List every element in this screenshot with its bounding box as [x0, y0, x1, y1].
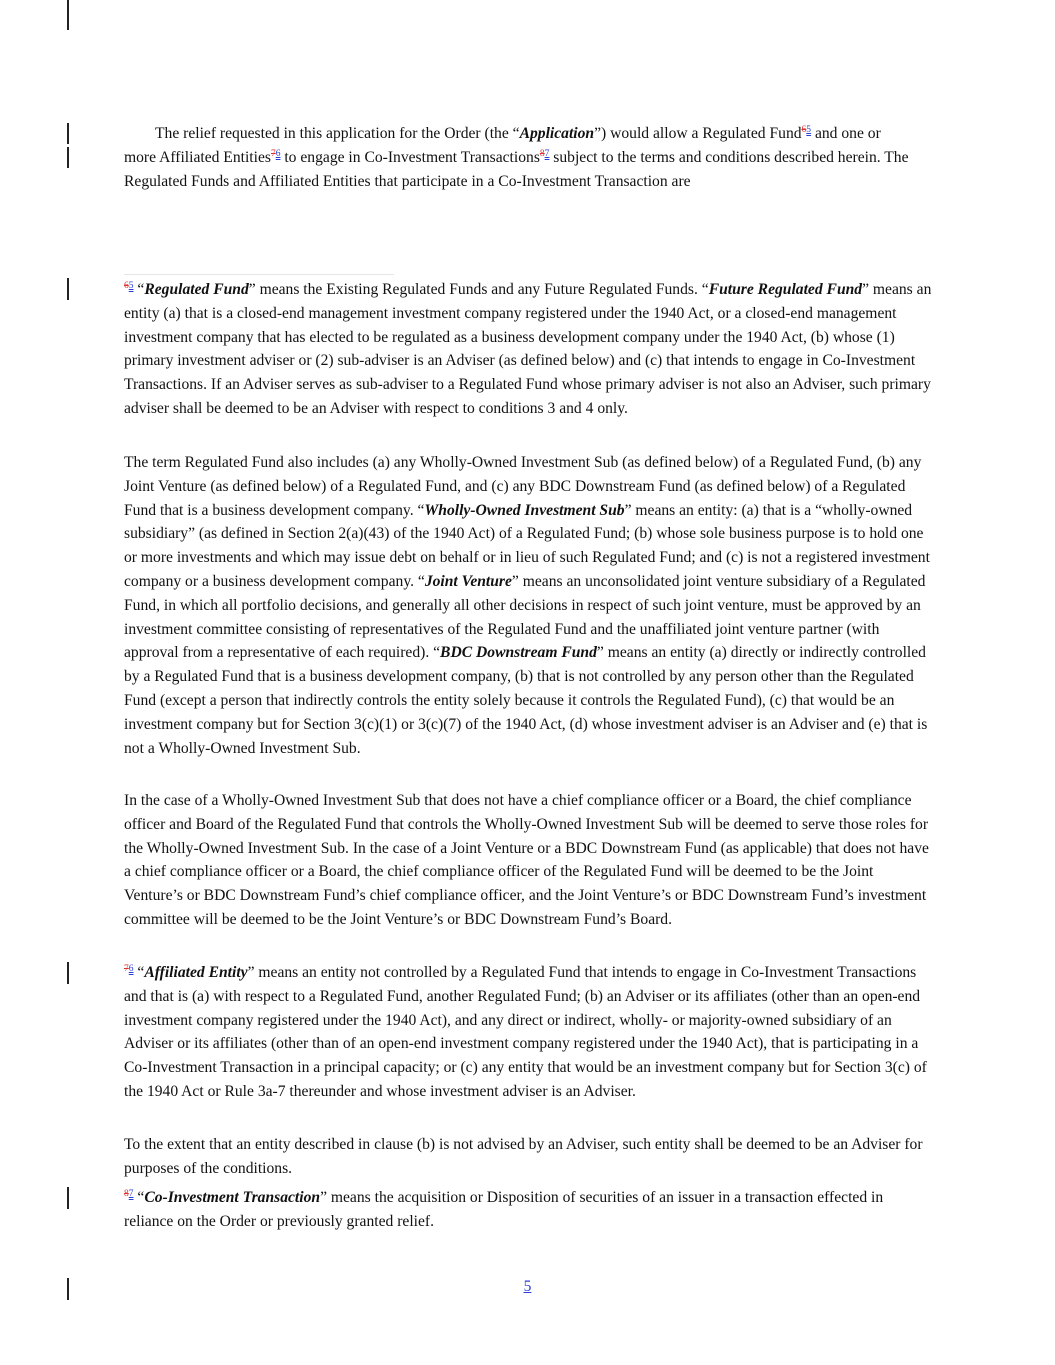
footnote-paragraph: In the case of a Wholly-Owned Investment Sub that does not have a chief compliance officer or a Board, the chief compliance officer and Board of the Regulated Fund that controls the Wholly-Owned Investment Sub will be deemed to serve those roles for the Wholly-Owned Investment Sub. In the case of a Joint Venture or a BDC Downstream Fund (as applicable) that does not have a chief compliance officer or a Board, the chief compliance officer of the Regulated Fund will be deemed to be the Joint Venture’s or BDC Downstream Fund’s chief compliance officer, and the Joint Venture’s or BDC Downstream Fund’s investment committee will be deemed to be the Joint Venture’s or BDC Downstream Fund’s Board. [124, 792, 929, 928]
change-bar [67, 1187, 69, 1209]
footnote-number: 87 [124, 1189, 134, 1199]
defined-term: Affiliated Entity [144, 964, 248, 981]
defined-term: Wholly-Owned Investment Sub [424, 501, 625, 519]
change-bar [67, 278, 69, 300]
footnote-reference[interactable]: 65 [801, 125, 812, 135]
body-paragraph: The relief requested in this application for the Order (the “Application”) would allow a Regulated Fund$^{65}$ and one or more Affiliated Entities$^{76}$ to engage in Co-Investment Transactions$^{87}$ subject to the terms and conditions described herein. The Regulated Funds and Affiliated Entities that participate in a Co-Investment Transaction are [124, 125, 909, 190]
change-bar [67, 123, 69, 144]
change-bar [67, 147, 69, 168]
defined-term: Future Regulated Fund [708, 281, 863, 298]
footnote-paragraph: The term Regulated Fund also includes (a) any Wholly-Owned Investment Sub (as defined below) of a Regulated Fund, (b) any Joint Venture (as defined below) of a Regulated Fund, and (c) any BDC Downstream Fund (as defined below) of a Regulated Fund that is a business development company. “Wholly-Owned Investment Sub” means an entity: (a) that is a “wholly-owned subsidiary” (as defined in Section 2(a)(43) of the 1940 Act) of a Regulated Fund; (b) whose sole business purpose is to hold one or more investments and which may issue debt on behalf or in lieu of such Regulated Fund; and (c) is not a registered investment company or a business development company. “Joint Venture” means an unconsolidated joint venture subsidiary of a Regulated Fund, in which all portfolio decisions, and generally all other decisions in respect of such joint venture, must be approved by an investment committee consisting of representatives of the Regulated Fund and the unaffiliated joint venture partner (with approval from a representative of each required). “BDC Downstream Fund” means an entity (a) directly or indirectly controlled by a Regulated Fund that is a business development company, (b) that is not controlled by any person other than the Regulated Fund (except a person that indirectly controls the entity solely because it controls the Regulated Fund), (c) that would be an investment company but for Section 3(c)(1) or 3(c)(7) of the 1940 Act, (d) whose investment adviser is an Adviser and (e) that is not a Wholly-Owned Investment Sub. [124, 454, 930, 757]
defined-term: BDC Downstream Fund [440, 644, 597, 662]
defined-term: Application [519, 125, 595, 142]
footnote-number: 65 [124, 281, 134, 291]
defined-term: Regulated Fund [144, 281, 249, 298]
footnote-reference[interactable]: 76 [270, 149, 281, 159]
defined-term: Co-Investment Transaction [144, 1189, 321, 1206]
footnote-co-investment-transaction: $^{87}$ “Co-Investment Transaction” means the acquisition or Disposition of securities of an issuer in a transaction effected in reliance on the Order or previously granted relief. [124, 1189, 884, 1230]
footnote-paragraph: To the extent that an entity described in clause (b) is not advised by an Adviser, such entity shall be deemed to be an Adviser for purposes of the conditions. [124, 1136, 923, 1177]
change-bar [67, 0, 69, 30]
footnote-number: 76 [124, 964, 134, 974]
change-bar [67, 962, 69, 984]
footnote-separator [124, 274, 394, 275]
footnote-affiliated-entity: $^{76}$ “Affiliated Entity” means an entity not controlled by a Regulated Fund that intends to engage in Co-Investment Transactions and that is (a) with respect to a Regulated Fund, another Regulated Fund; (b) an Adviser or its affiliates (other than an open-end investment company registered under the 1940 Act), and any direct or indirect, wholly- or majority-owned subsidiary of an Adviser or its affiliates (other than of an open-end investment company registered under the 1940 Act), that is participating in a Co-Investment Transaction in a principal capacity; or (c) any entity that would be an investment company but for Section 3(c) of the 1940 Act or Rule 3a-7 thereunder and whose investment adviser is an Adviser. [124, 964, 927, 1100]
defined-term: Joint Venture [424, 572, 512, 590]
footnote-regulated-fund: $^{65}$ “Regulated Fund” means the Existing Regulated Funds and any Future Regulated Funds. “Future Regulated Fund” means an entity (a) that is a closed-end management investment company registered under the 1940 Act, or a closed-end management investment company that has elected to be regulated as a business development company under the 1940 Act, (b) whose (1) primary investment adviser or (2) sub-adviser is an Adviser (as defined below) and (c) that intends to engage in Co-Investment Transactions. If an Adviser serves as sub-adviser to a Regulated Fund whose primary adviser is not also an Adviser, such primary adviser shall be deemed to be an Adviser with respect to conditions 3 and 4 only. [124, 281, 932, 417]
footnote-reference[interactable]: 87 [539, 149, 550, 159]
page-number: 5 [523, 1278, 532, 1295]
